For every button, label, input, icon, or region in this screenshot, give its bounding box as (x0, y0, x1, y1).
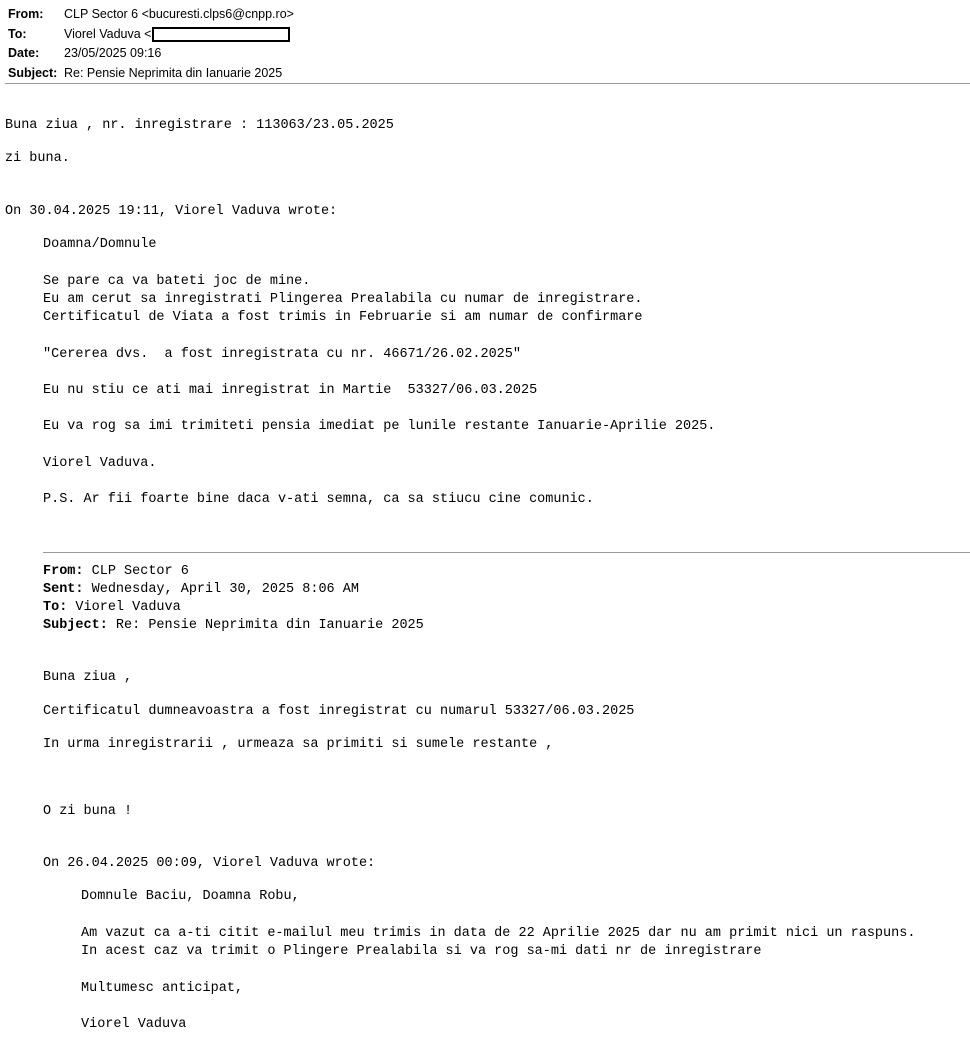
from-value: CLP Sector 6 <bucuresti.clps6@cnpp.ro> (64, 7, 294, 21)
quote1-line-3: Certificatul de Viata a fost trimis in Februarie si am numar de confirmare (43, 310, 643, 325)
quote2-line-1: Am vazut ca a-ti citit e-mailul meu trimis in data de 22 Aprilie 2025 dar nu am primit nici un raspuns. (81, 926, 916, 941)
quote1-intro: On 30.04.2025 19:11, Viorel Vaduva wrote: (5, 204, 338, 219)
header-from-row (8, 5, 294, 25)
quote1-line-4: "Cererea dvs. a fost inregistrata cu nr. 46671/26.02.2025" (43, 347, 521, 362)
to-label: To: (8, 26, 27, 41)
fwd-to-value: Viorel Vaduva (67, 600, 181, 615)
fwd-sent-row (43, 581, 359, 599)
fwd-subject-value: Re: Pensie Neprimita din Ianuarie 2025 (107, 618, 424, 633)
fwd-sent-label: Sent: (43, 582, 84, 597)
quote1-line-6: Eu va rog sa imi trimiteti pensia imediat pe lunile restante Ianuarie-Aprilie 2025. (43, 419, 716, 434)
quote1-line-1: Se pare ca va bateti joc de mine. (43, 274, 311, 289)
quote2-line-2: In acest caz va trimit o Plingere Prealabila si va rog sa-mi dati nr de inregistrare (81, 944, 762, 959)
header-date-row (8, 44, 294, 64)
subject-value: Re: Pensie Neprimita din Ianuarie 2025 (64, 65, 283, 80)
to-value: Viorel Vaduva < (64, 26, 152, 41)
fwd-sent-value: Wednesday, April 30, 2025 8:06 AM (83, 582, 359, 597)
fwd-from-label: From: (43, 564, 84, 579)
subject-label: Subject: (8, 65, 58, 80)
fwd-closing: O zi buna ! (43, 804, 133, 819)
fwd-subject-row (43, 617, 424, 635)
reply-line-2: zi buna. (5, 151, 70, 166)
quote1-line-5: Eu nu stiu ce ati mai inregistrat in Martie 53327/06.03.2025 (43, 383, 538, 398)
forwarded-divider (43, 552, 970, 553)
quote2-thanks: Multumesc anticipat, (81, 981, 244, 996)
quote1-line-2: Eu am cerut sa inregistrati Plingerea Prealabila cu numar de inregistrare. (43, 292, 643, 307)
quote2-greeting: Domnule Baciu, Doamna Robu, (81, 889, 300, 904)
fwd-to-label: To: (43, 600, 68, 615)
header-to-row (8, 25, 294, 45)
header-divider (5, 83, 970, 84)
fwd-greeting: Buna ziua , (43, 670, 133, 685)
header-subject-row (8, 64, 294, 84)
email-header (8, 5, 294, 83)
fwd-line-2: In urma inregistrarii , urmeaza sa primiti si sumele restante , (43, 737, 554, 752)
from-label: From: (8, 7, 44, 21)
quote2-signature: Viorel Vaduva (81, 1017, 187, 1032)
fwd-subject-label: Subject: (43, 618, 108, 633)
redacted-email-box (152, 27, 290, 42)
quote1-postscript: P.S. Ar fii foarte bine daca v-ati semna, ca sa stiucu cine comunic. (43, 492, 594, 507)
reply-line-1: Buna ziua , nr. inregistrare : 113063/23.05.2025 (5, 118, 394, 133)
quote2-intro: On 26.04.2025 00:09, Viorel Vaduva wrote: (43, 856, 376, 871)
date-label: Date: (8, 46, 40, 60)
quote1-greeting: Doamna/Domnule (43, 237, 157, 252)
fwd-from-value: CLP Sector 6 (83, 564, 189, 579)
fwd-line-1: Certificatul dumneavoastra a fost inregistrat cu numarul 53327/06.03.2025 (43, 704, 635, 719)
fwd-from-row (43, 563, 189, 581)
quote1-signature: Viorel Vaduva. (43, 456, 157, 471)
date-value: 23/05/2025 09:16 (64, 46, 162, 60)
fwd-to-row (43, 599, 181, 617)
